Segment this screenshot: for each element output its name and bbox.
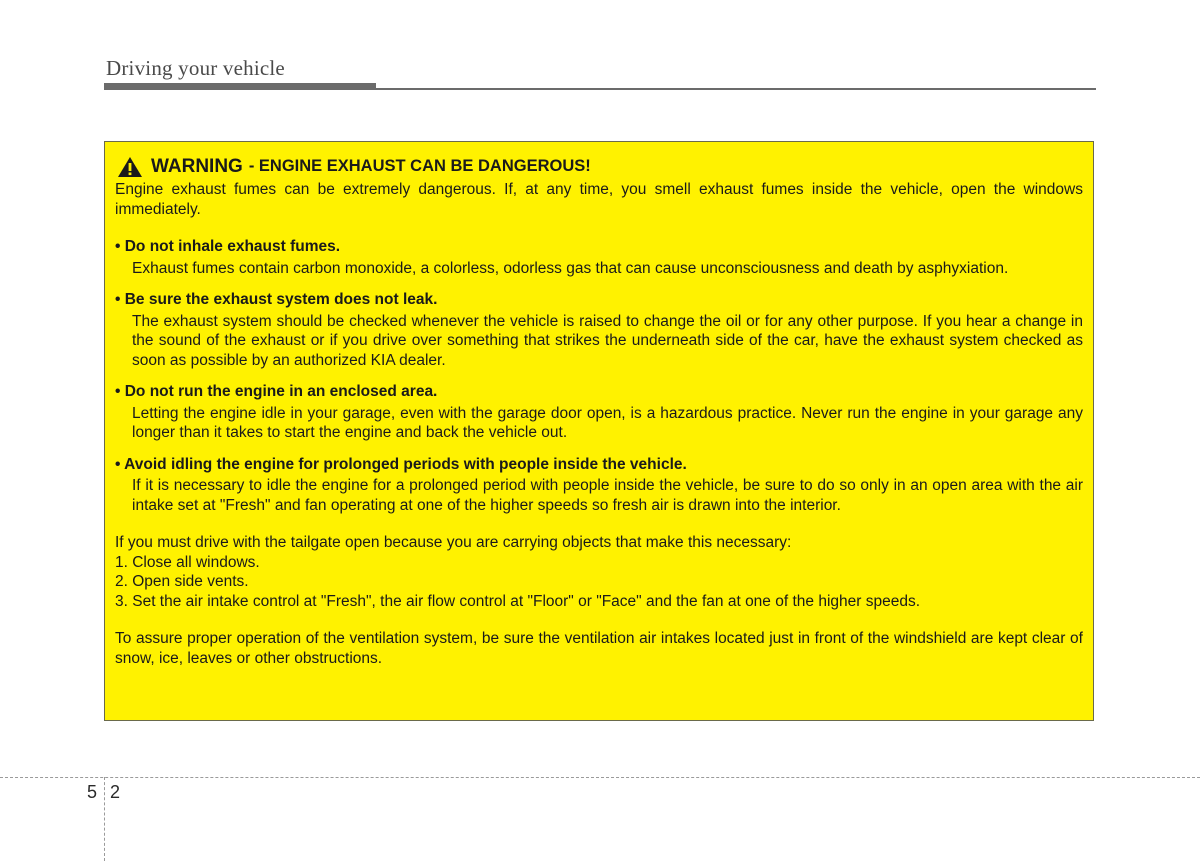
header-rule-thick <box>104 83 376 90</box>
warning-item <box>115 382 1083 443</box>
warning-item <box>115 455 1083 516</box>
chapter-number: 5 <box>87 782 98 802</box>
warning-item <box>115 290 1083 370</box>
tailgate-step: 3. Set the air intake control at "Fresh", the air flow control at "Floor" or "Face" and the fan at one of the higher speeds. <box>115 592 921 610</box>
warning-item-title: • Be sure the exhaust system does not leak. <box>115 291 438 308</box>
warning-item-title: • Avoid idling the engine for prolonged periods with people inside the vehicle. <box>115 455 687 473</box>
warning-item <box>115 237 1083 278</box>
footer-page-divider <box>104 777 105 861</box>
page-number: 2 <box>110 782 121 802</box>
warning-item-body: The exhaust system should be checked whenever the vehicle is raised to change the oil or for any other purpose. If you hear a change in the sound of the exhaust or if you drive over something that strikes the underneath side of the car, have the exhaust system checked as soon as possible by an authorized KIA dealer. <box>132 312 1083 369</box>
warning-item-title: • Do not inhale exhaust fumes. <box>115 238 341 255</box>
warning-label: WARNING <box>151 156 243 178</box>
footer-divider <box>0 777 1200 778</box>
warning-subtitle: - ENGINE EXHAUST CAN BE DANGEROUS! <box>248 157 591 176</box>
tailgate-step: 2. Open side vents. <box>115 573 249 590</box>
warning-triangle-icon <box>117 156 143 178</box>
warning-item-body: Exhaust fumes contain carbon monoxide, a colorless, odorless gas that can cause unconsciousness and death by asphyxiation. <box>132 259 1009 277</box>
warning-item-title: • Do not run the engine in an enclosed area. <box>115 383 438 400</box>
tailgate-section <box>115 533 1083 611</box>
warning-intro: Engine exhaust fumes can be extremely dangerous. If, at any time, you smell exhaust fumes inside the vehicle, open the windows immediately. <box>115 181 1083 218</box>
warning-item-body: If it is necessary to idle the engine for a prolonged period with people inside the vehicle, be sure to do so only in an open area with the air intake set at "Fresh" and fan operating at one of the higher speeds so fresh air is drawn into the interior. <box>132 477 1083 514</box>
warning-header <box>115 154 1083 180</box>
tailgate-step: 1. Close all windows. <box>115 553 260 571</box>
warning-item-body: Letting the engine idle in your garage, even with the garage door open, is a hazardous practice. Never run the engine in your garage any longer than it takes to start the engine and back the vehicle out. <box>132 404 1083 441</box>
header-rule-thin <box>376 88 1096 90</box>
tailgate-intro: If you must drive with the tailgate open because you are carrying objects that make this necessary: <box>115 534 792 551</box>
warning-box <box>104 141 1094 721</box>
section-title: Driving your vehicle <box>106 56 285 80</box>
warning-closing: To assure proper operation of the ventilation system, be sure the ventilation air intakes located just in front of the windshield are kept clear of snow, ice, leaves or other obstructions. <box>115 630 1083 667</box>
